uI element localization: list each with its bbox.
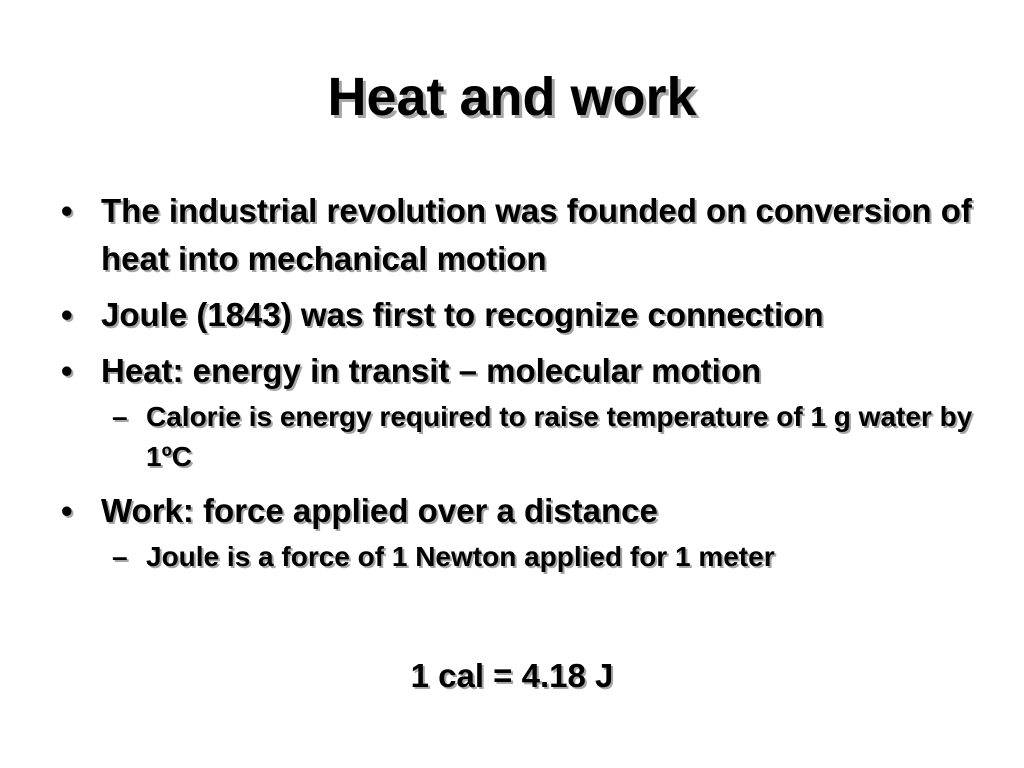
- bullet-marker: •: [61, 192, 73, 229]
- bullet-item-4: [58, 487, 978, 535]
- bullet-marker: •: [61, 492, 73, 529]
- bullet-text: Heat: energy in transit – molecular motion: [101, 352, 762, 389]
- bullet-item-1: [58, 187, 978, 283]
- bullet-item-2: [58, 291, 978, 339]
- bullet-text: The industrial revolution was founded on conversion of heat into mechanical motion: [101, 192, 972, 277]
- subbullet-item-4-1: [112, 537, 978, 577]
- subbullet-marker: –: [112, 541, 128, 572]
- subbullet-item-3-1: [112, 397, 978, 477]
- subbullet-text: Joule is a force of 1 Newton applied for 1 meter: [146, 541, 775, 572]
- bullet-marker: •: [61, 296, 73, 333]
- formula: 1 cal = 4.18 J: [410, 657, 614, 694]
- subbullet-text: Calorie is energy required to raise temperature of 1 g water by 1ºC: [146, 401, 973, 472]
- bullet-marker: •: [61, 352, 73, 389]
- bullet-item-3: [58, 347, 978, 395]
- bullet-text: Work: force applied over a distance: [101, 492, 658, 529]
- bullet-text: Joule (1843) was first to recognize connection: [101, 296, 824, 333]
- slide-body: [58, 187, 978, 587]
- slide-title: Heat and work: [327, 67, 697, 127]
- subbullet-marker: –: [112, 401, 128, 432]
